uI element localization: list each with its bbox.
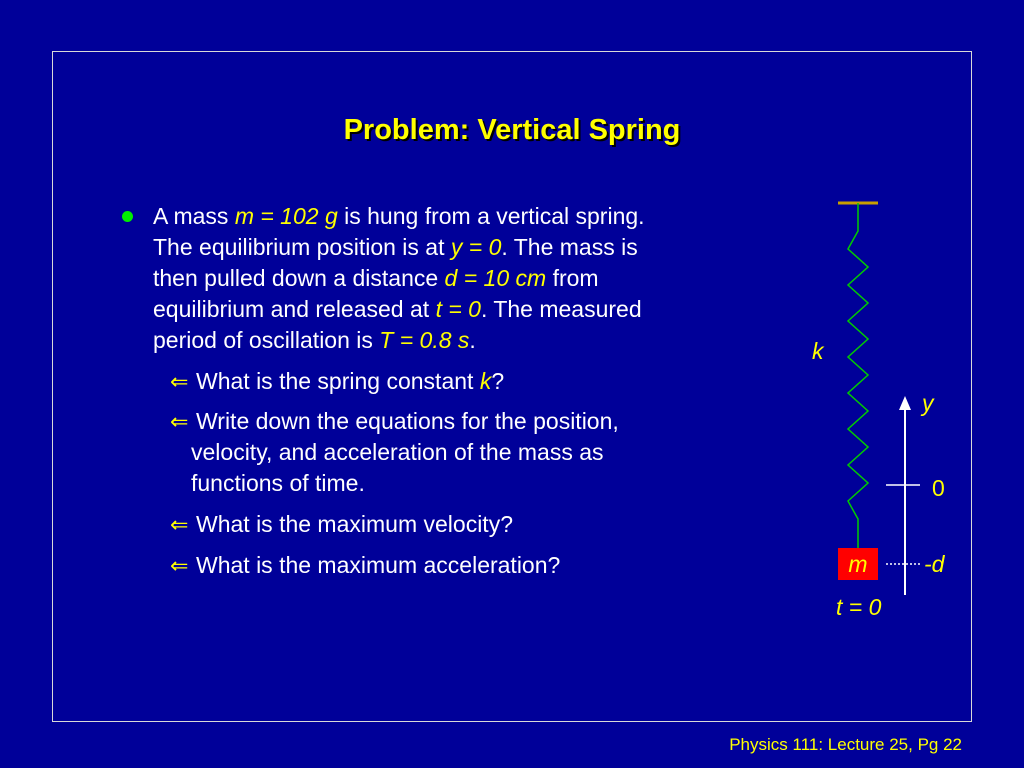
text-span: equilibrium and released at bbox=[153, 296, 436, 322]
spring-coil bbox=[848, 203, 868, 548]
text-span: is hung from a vertical spring. bbox=[337, 203, 645, 229]
question-2-line-1: Write down the equations for the position, bbox=[196, 408, 619, 434]
text-span: from bbox=[546, 265, 599, 291]
text-span: then pulled down a distance bbox=[153, 265, 445, 291]
text-span: ? bbox=[491, 368, 505, 394]
text-span: A mass bbox=[153, 203, 235, 229]
spring-constant-symbol: k bbox=[479, 368, 492, 394]
text-span: period of oscillation is bbox=[153, 327, 380, 353]
slide-title: Problem: Vertical Spring bbox=[343, 114, 681, 146]
neg-d-label: -d bbox=[924, 551, 945, 577]
period-value: T = 0.8 s bbox=[379, 327, 470, 353]
question-4: What is the maximum acceleration? bbox=[196, 552, 561, 578]
text-span: . bbox=[469, 327, 476, 353]
equilibrium-value: y = 0 bbox=[450, 234, 502, 260]
arrow-left-icon: ⇐ bbox=[170, 512, 189, 537]
text-span: . The mass is bbox=[501, 234, 638, 260]
text-span: The equilibrium position is at bbox=[153, 234, 451, 260]
spring-constant-label: k bbox=[812, 338, 824, 364]
text-span: What is the spring constant bbox=[196, 368, 480, 394]
question-2-line-2: velocity, and acceleration of the mass as bbox=[191, 439, 604, 465]
time-value: t = 0 bbox=[435, 296, 481, 322]
question-2-line-3: functions of time. bbox=[191, 470, 365, 496]
arrow-left-icon: ⇐ bbox=[170, 369, 189, 394]
mass-block: m bbox=[838, 548, 878, 580]
arrow-left-icon: ⇐ bbox=[170, 553, 189, 578]
slide-footer: Physics 111: Lecture 25, Pg 22 bbox=[729, 735, 962, 754]
arrow-left-icon: ⇐ bbox=[170, 409, 189, 434]
question-3: What is the maximum velocity? bbox=[196, 511, 513, 537]
text-span: . The measured bbox=[480, 296, 642, 322]
distance-value: d = 10 cm bbox=[444, 265, 547, 291]
time-label: t = 0 bbox=[836, 594, 882, 620]
mass-value: m = 102 g bbox=[234, 203, 338, 229]
y-axis-label: y bbox=[922, 390, 934, 416]
zero-label: 0 bbox=[932, 475, 945, 501]
y-axis-arrow-icon bbox=[899, 396, 911, 410]
